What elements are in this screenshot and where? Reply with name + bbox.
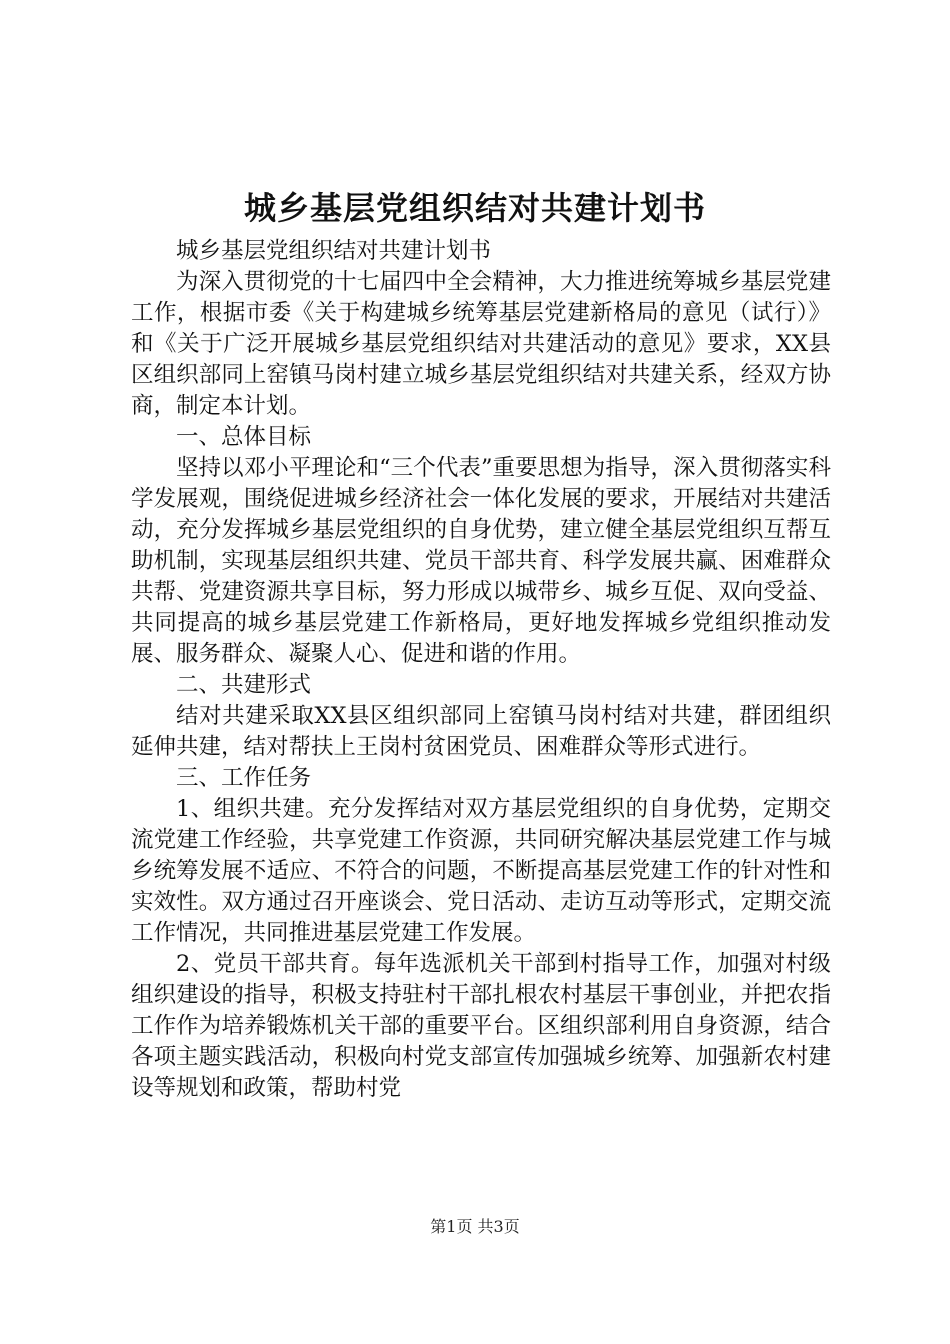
forms-paragraph: 结对共建采取XX县区组织部同上窑镇马岗村结对共建，群团组织延伸共建，结对帮扶上王岗村贫困党员、困难群众等形式进行。	[131, 703, 831, 760]
page-indicator: 第1页 共3页	[430, 1217, 520, 1236]
task-2-paragraph: 2、党员干部共育。每年选派机关干部到村指导工作，加强对村级组织建设的指导，积极支持驻村干部扎根农村基层干事创业，并把农指工作作为培养锻炼机关干部的重要平台。区组织部利用自身资源，结合各项主题实践活动，积极向村党支部宣传加强城乡统筹、加强新农村建设等规划和政策，帮助村党	[131, 951, 831, 1101]
intro-paragraph: 为深入贯彻党的十七届四中全会精神，大力推进统筹城乡基层党建工作，根据市委《关于构建城乡统筹基层党建新格局的意见（试行）》和《关于广泛开展城乡基层党组织结对共建活动的意见》要求，XX县区组织部同上窑镇马岗村建立城乡基层党组织结对共建关系，经双方协商，制定本计划。	[131, 269, 831, 419]
task-1-paragraph: 1、组织共建。充分发挥结对双方基层党组织的自身优势，定期交流党建工作经验，共享党建工作资源，共同研究解决基层党建工作与城乡统筹发展不适应、不符合的问题，不断提高基层党建工作的针对性和实效性。双方通过召开座谈会、党日活动、走访互动等形式，定期交流工作情况，共同推进基层党建工作发展。	[131, 796, 831, 946]
goals-paragraph: 坚持以邓小平理论和“三个代表”重要思想为指导，深入贯彻落实科学发展观，围绕促进城乡经济社会一体化发展的要求，开展结对共建活动，充分发挥城乡基层党组织的自身优势，建立健全基层党组织互帮互助机制，实现基层组织共建、党员干部共育、科学发展共赢、困难群众共帮、党建资源共享目标，努力形成以城带乡、城乡互促、双向受益、共同提高的城乡基层党建工作新格局，更好地发挥城乡党组织推动发展、服务群众、凝聚人心、促进和谐的作用。	[131, 455, 831, 667]
document-title: 城乡基层党组织结对共建计划书	[243, 189, 706, 227]
subtitle-paragraph: 城乡基层党组织结对共建计划书	[176, 238, 492, 264]
section-heading-goals: 一、总体目标	[176, 424, 312, 450]
section-heading-forms: 二、共建形式	[176, 672, 312, 698]
document-body	[131, 236, 831, 1104]
section-heading-tasks: 三、工作任务	[176, 765, 312, 791]
